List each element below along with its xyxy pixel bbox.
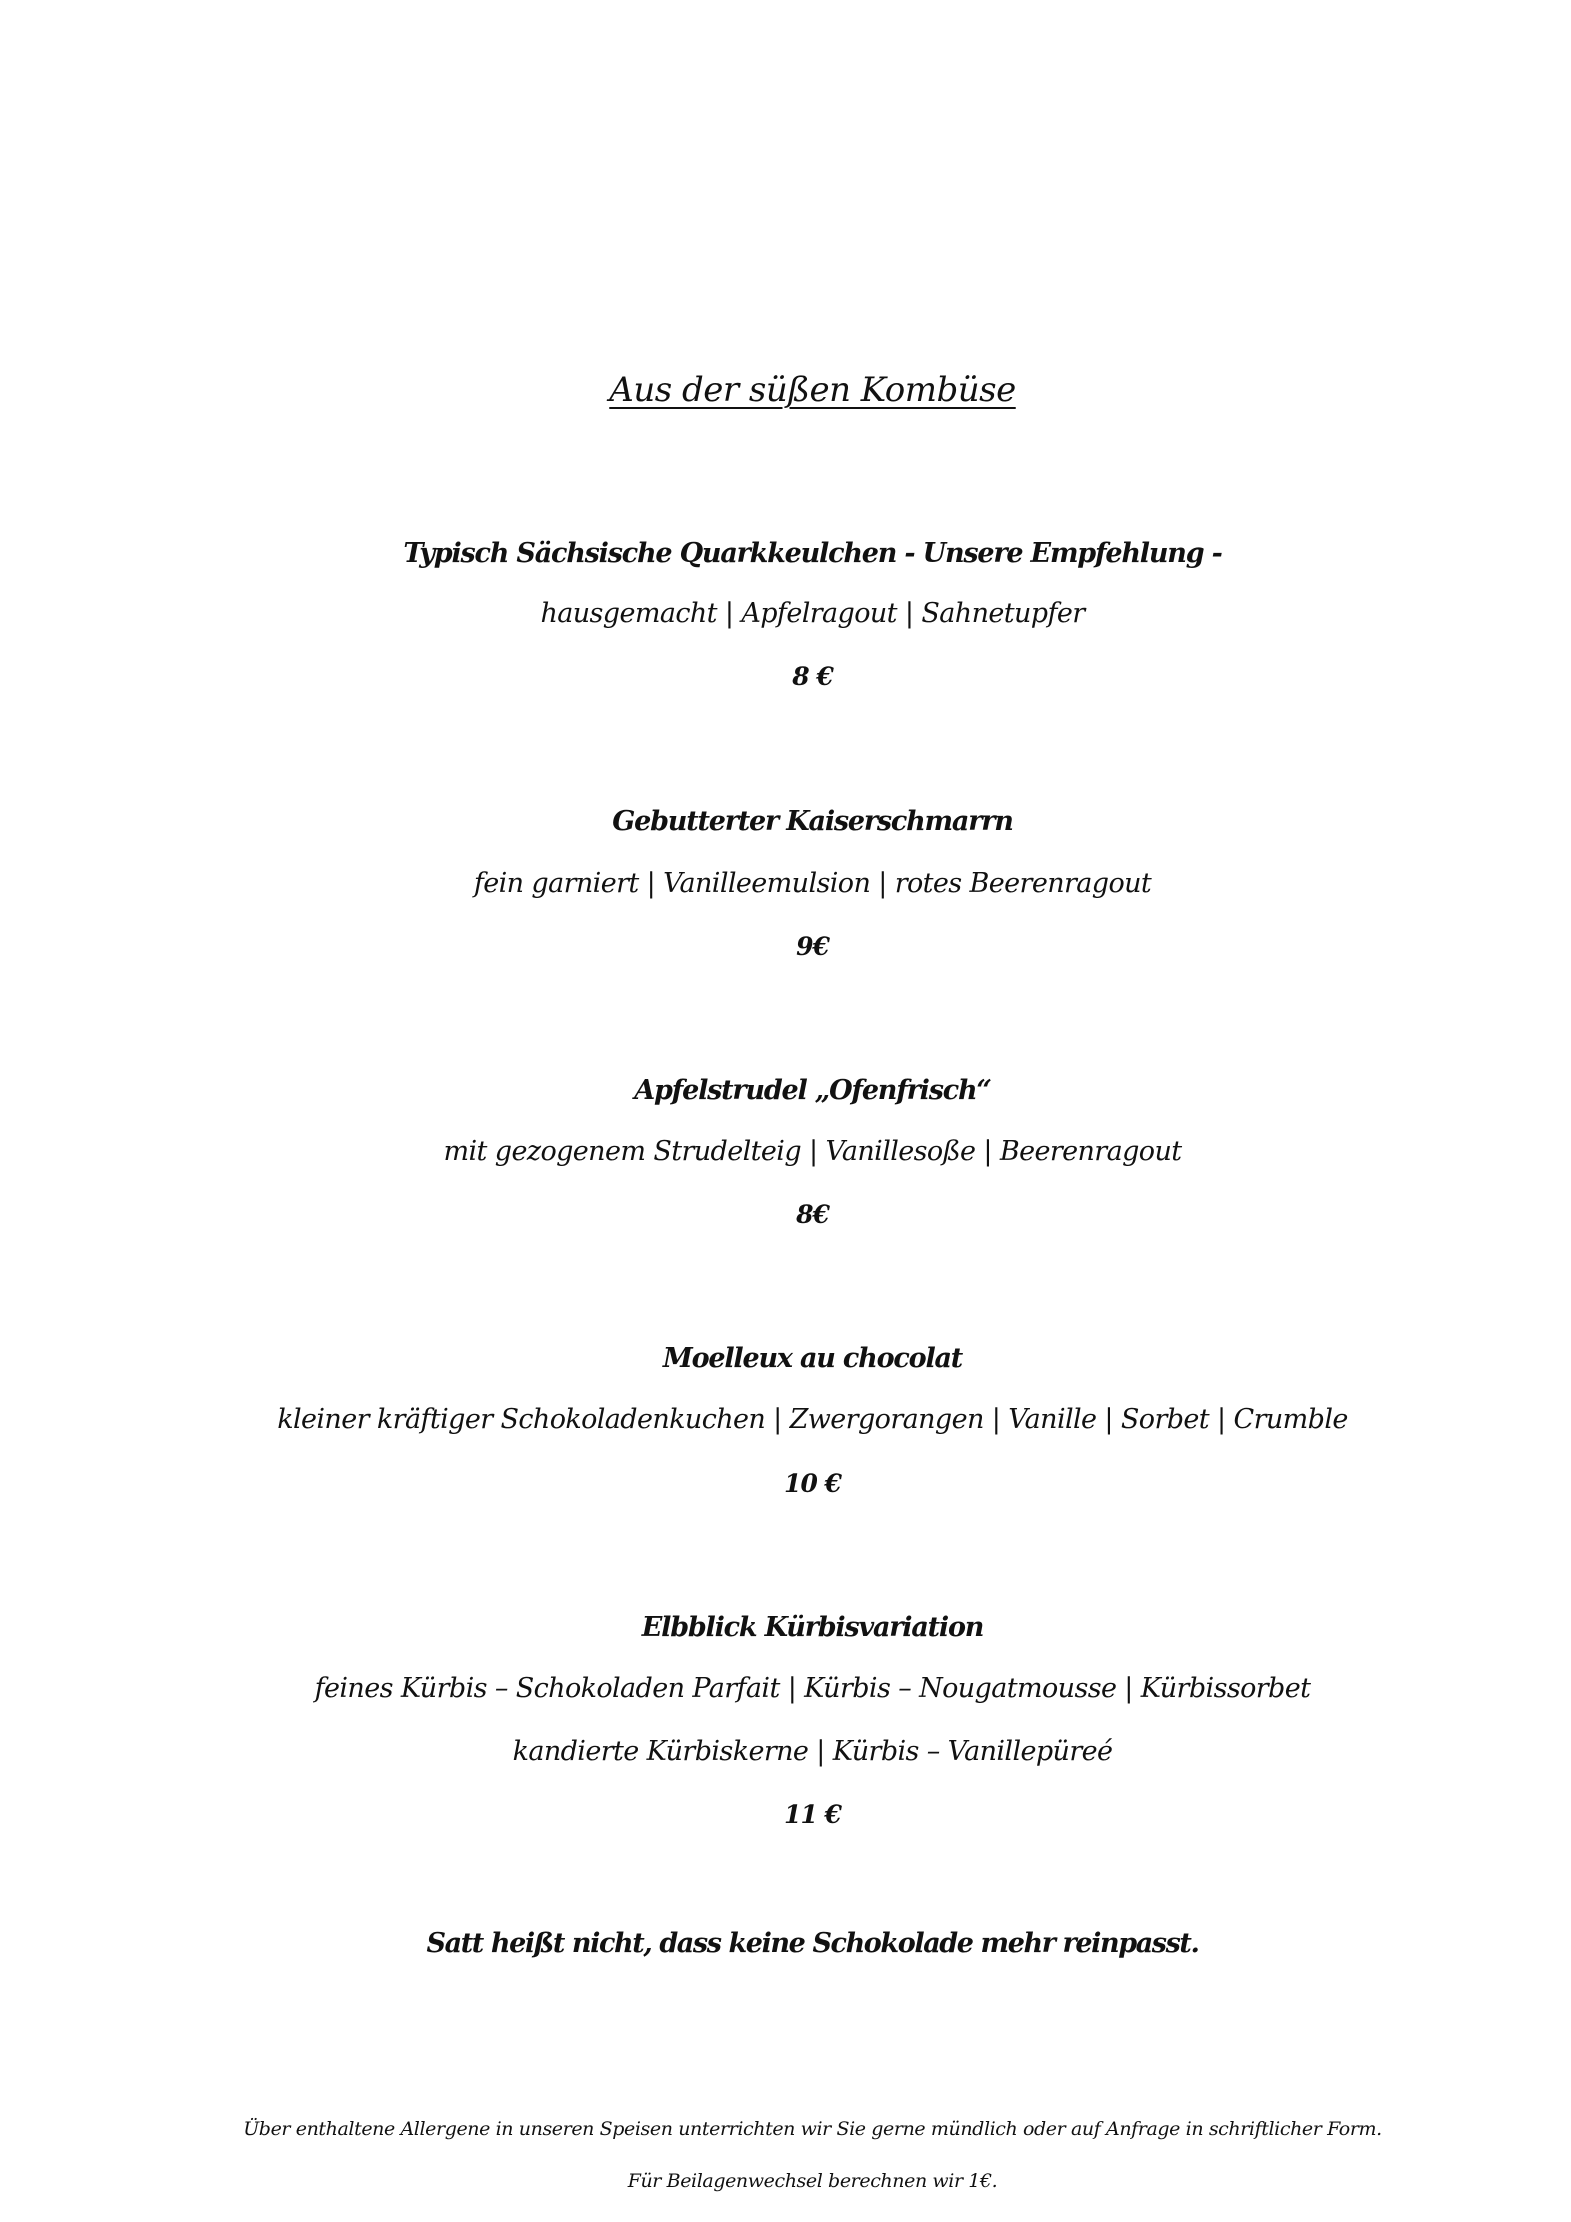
dish-name: Gebutterter Kaiserschmarrn [612, 806, 1013, 837]
allergen-note: Über enthaltene Allergene in unseren Speisen unterrichten wir Sie gerne mündlich oder auf Anfrage in schriftlicher Form. [243, 2118, 1382, 2140]
dish-price: 11 € [784, 1800, 841, 1829]
dish-description: hausgemacht | Apfelragout | Sahnetupfer [540, 598, 1085, 629]
dish-price: 8€ [796, 1200, 829, 1229]
dish-name: Apfelstrudel „Ofenfrisch“ [634, 1075, 991, 1106]
dish-name: Elbblick Kürbisvariation [641, 1612, 984, 1643]
dish-name: Moelleux au chocolat [662, 1343, 963, 1374]
dish-price: 8 € [792, 662, 833, 691]
dish-description: kandierte Kürbiskerne | Kürbis – Vanillepüreé [512, 1736, 1113, 1767]
side-dish-note: Für Beilagenwechsel berechnen wir 1€. [627, 2170, 998, 2192]
dish-description: feines Kürbis – Schokoladen Parfait | Kürbis – Nougatmousse | Kürbissorbet [314, 1673, 1311, 1704]
menu-section-heading: Aus der süßen Kombüse [609, 370, 1016, 410]
dish-description: fein garniert | Vanilleemulsion | rotes Beerenragout [473, 868, 1152, 899]
dish-name: Typisch Sächsische Quarkkeulchen - Unsere Empfehlung - [403, 538, 1222, 569]
menu-motto: Satt heißt nicht, dass keine Schokolade mehr reinpasst. [426, 1928, 1199, 1959]
dish-price: 10 € [784, 1469, 841, 1498]
dish-description: kleiner kräftiger Schokoladenkuchen | Zwergorangen | Vanille | Sorbet | Crumble [277, 1404, 1348, 1435]
dish-price: 9€ [796, 932, 829, 961]
dish-description: mit gezogenem Strudelteig | Vanillesoße | Beerenragout [443, 1136, 1182, 1167]
